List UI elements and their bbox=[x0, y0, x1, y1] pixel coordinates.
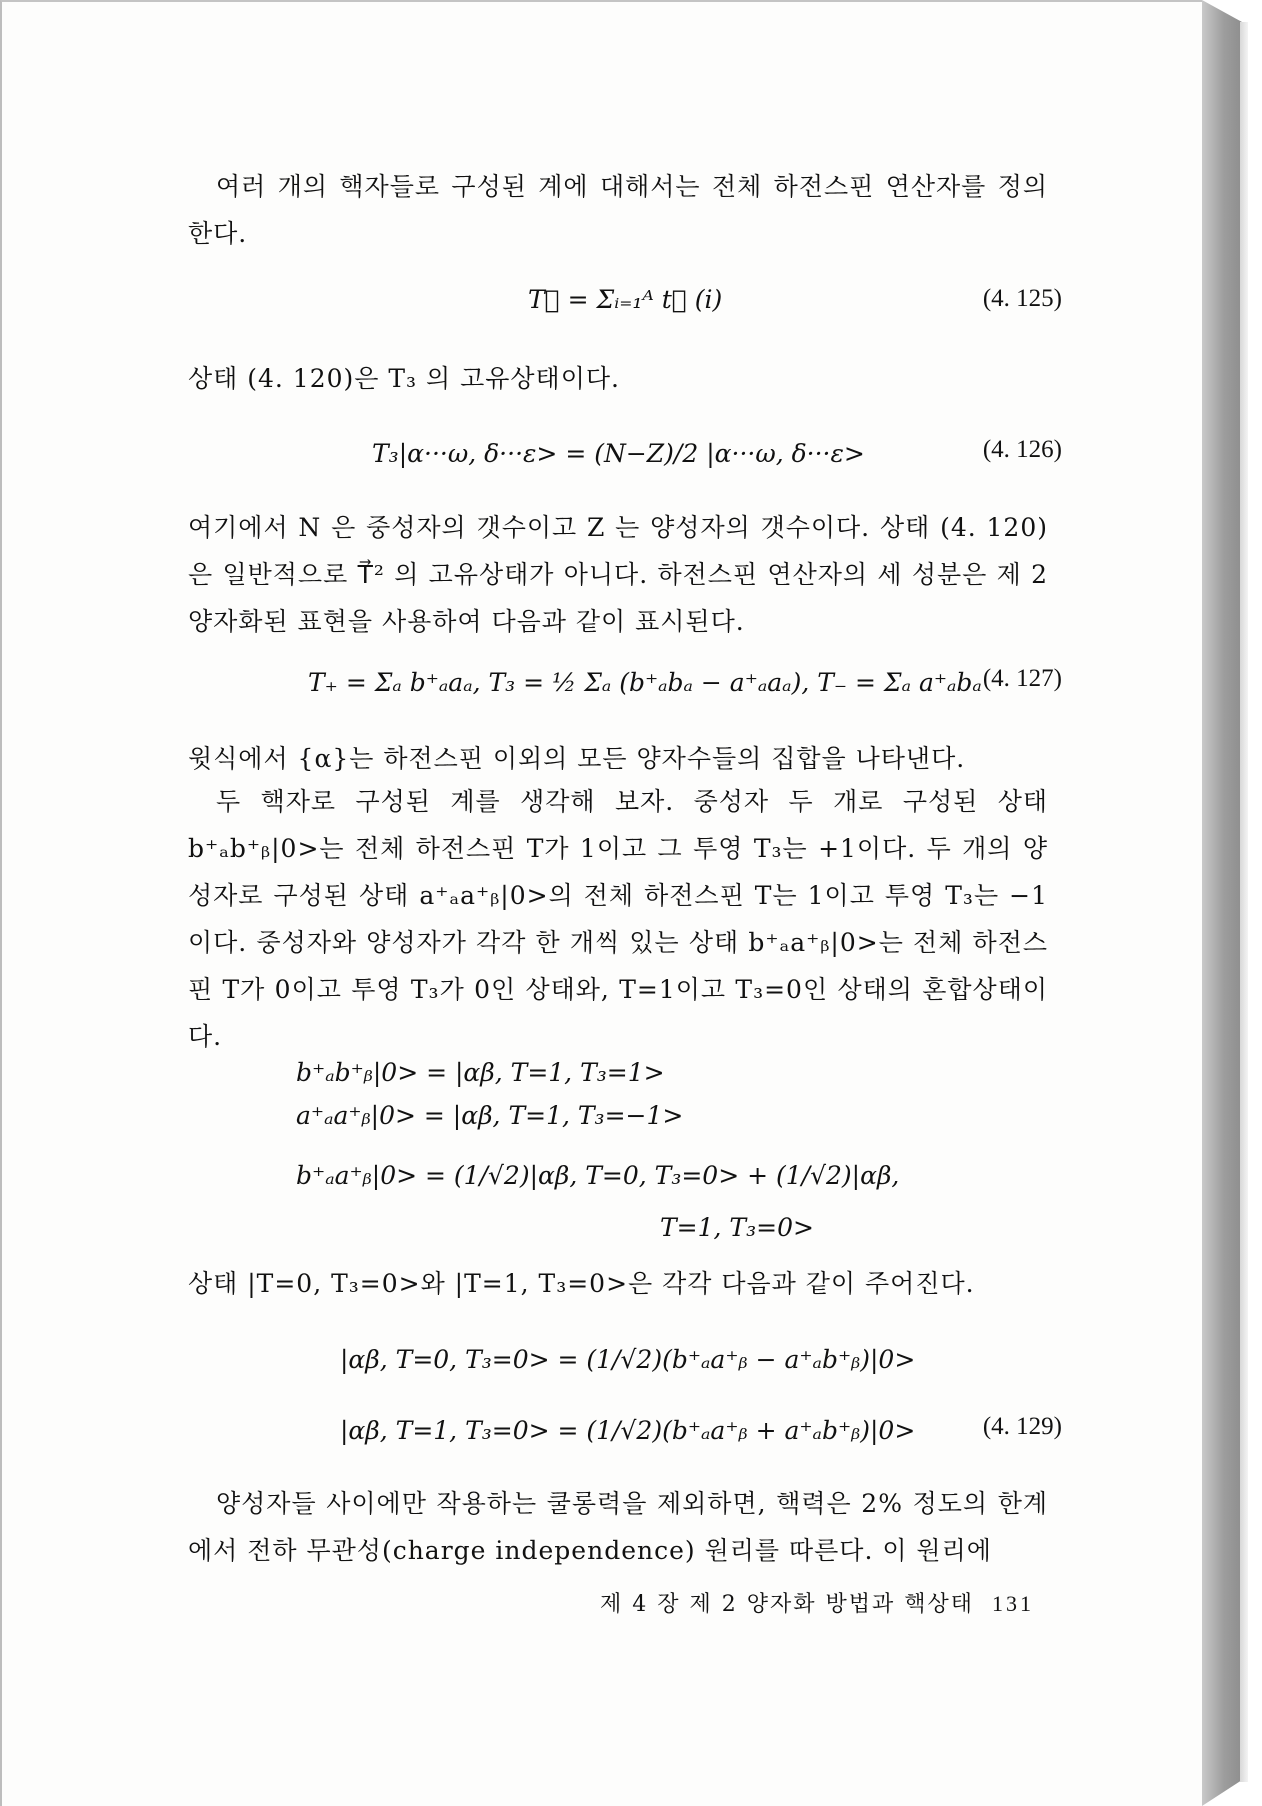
page-number: 131 bbox=[991, 1591, 1034, 1616]
page-edge bbox=[1202, 0, 1242, 1806]
paragraph-5: 두 핵자로 구성된 계를 생각해 보자. 중성자 두 개로 구성된 상태 b⁺ₐb⁺ᵦ|0>는 전체 하전스핀 T가 1이고 그 투영 T₃는 +1이다. 두 개의 양성자로 구성된 상태 a⁺ₐa⁺ᵦ|0>의 전체 하전스핀 T는 1이고 투영 T₃는 −1이다. 중성자와 양성자가 각각 한 개씩 있는 상태 b⁺ₐa⁺ᵦ|0>는 전체 하전스핀 T가 0이고 투영 T₃가 0인 상태와, T=1이고 T₃=0인 상태의 혼합상태이다. bbox=[188, 787, 1048, 1051]
equation-number-4-125: (4. 125) bbox=[982, 285, 1062, 312]
equation-bb-state: b⁺ₐb⁺ᵦ|0> = |αβ, T=1, T₃=1> bbox=[296, 1058, 665, 1087]
page-footer bbox=[600, 1587, 1034, 1618]
chapter-title: 제 4 장 제 2 양자화 방법과 핵상태 bbox=[600, 1592, 974, 1617]
paragraph-7: 양성자들 사이에만 작용하는 쿨롱력을 제외하면, 핵력은 2% 정도의 한계에서 전하 무관성(charge independence) 원리를 따른다. 이 원리에 bbox=[188, 1489, 1048, 1565]
equation-4-127: T₊ = Σₐ b⁺ₐaₐ, T₃ = ½ Σₐ (b⁺ₐbₐ − a⁺ₐaₐ), T₋ = Σₐ a⁺ₐbₐ bbox=[308, 668, 982, 697]
equation-4-125: T⃗ = Σᵢ₌₁ᴬ t⃗ (i) bbox=[528, 285, 723, 314]
equation-ba-state-continued: T=1, T₃=0> bbox=[660, 1213, 814, 1242]
equation-number-4-127: (4. 127) bbox=[982, 665, 1062, 692]
equation-4-126: T₃|α···ω, δ···ε> = (N−Z)/2 |α···ω, δ···ε> bbox=[372, 439, 865, 468]
equation-number-4-129: (4. 129) bbox=[982, 1413, 1062, 1440]
equation-t0-state: |αβ, T=0, T₃=0> = (1/√2)(b⁺ₐa⁺ᵦ − a⁺ₐb⁺ᵦ)|0> bbox=[340, 1345, 916, 1374]
paragraph-6: 상태 |T=0, T₃=0>와 |T=1, T₃=0>은 각각 다음과 같이 주어진다. bbox=[188, 1269, 975, 1298]
equation-aa-state: a⁺ₐa⁺ᵦ|0> = |αβ, T=1, T₃=−1> bbox=[296, 1101, 684, 1130]
paragraph-4: 윗식에서 {α}는 하전스핀 이외의 모든 양자수들의 집합을 나타낸다. bbox=[188, 744, 966, 773]
equation-t1-state: |αβ, T=1, T₃=0> = (1/√2)(b⁺ₐa⁺ᵦ + a⁺ₐb⁺ᵦ)|0> bbox=[340, 1416, 916, 1445]
page-edge-shadow bbox=[1240, 22, 1248, 1782]
equation-ba-state: b⁺ₐa⁺ᵦ|0> = (1/√2)|αβ, T=0, T₃=0> + (1/√2)|αβ, bbox=[296, 1161, 900, 1190]
paragraph-1: 여러 개의 핵자들로 구성된 계에 대해서는 전체 하전스핀 연산자를 정의한다. bbox=[188, 172, 1048, 248]
equation-number-4-126: (4. 126) bbox=[982, 436, 1062, 463]
paragraph-3: 여기에서 N 은 중성자의 갯수이고 Z 는 양성자의 갯수이다. 상태 (4. 120) 은 일반적으로 T⃗² 의 고유상태가 아니다. 하전스핀 연산자의 세 성분은 제 2 양자화된 표현을 사용하여 다음과 같이 표시된다. bbox=[188, 513, 1048, 636]
paragraph-2: 상태 (4. 120)은 T₃ 의 고유상태이다. bbox=[188, 364, 620, 393]
